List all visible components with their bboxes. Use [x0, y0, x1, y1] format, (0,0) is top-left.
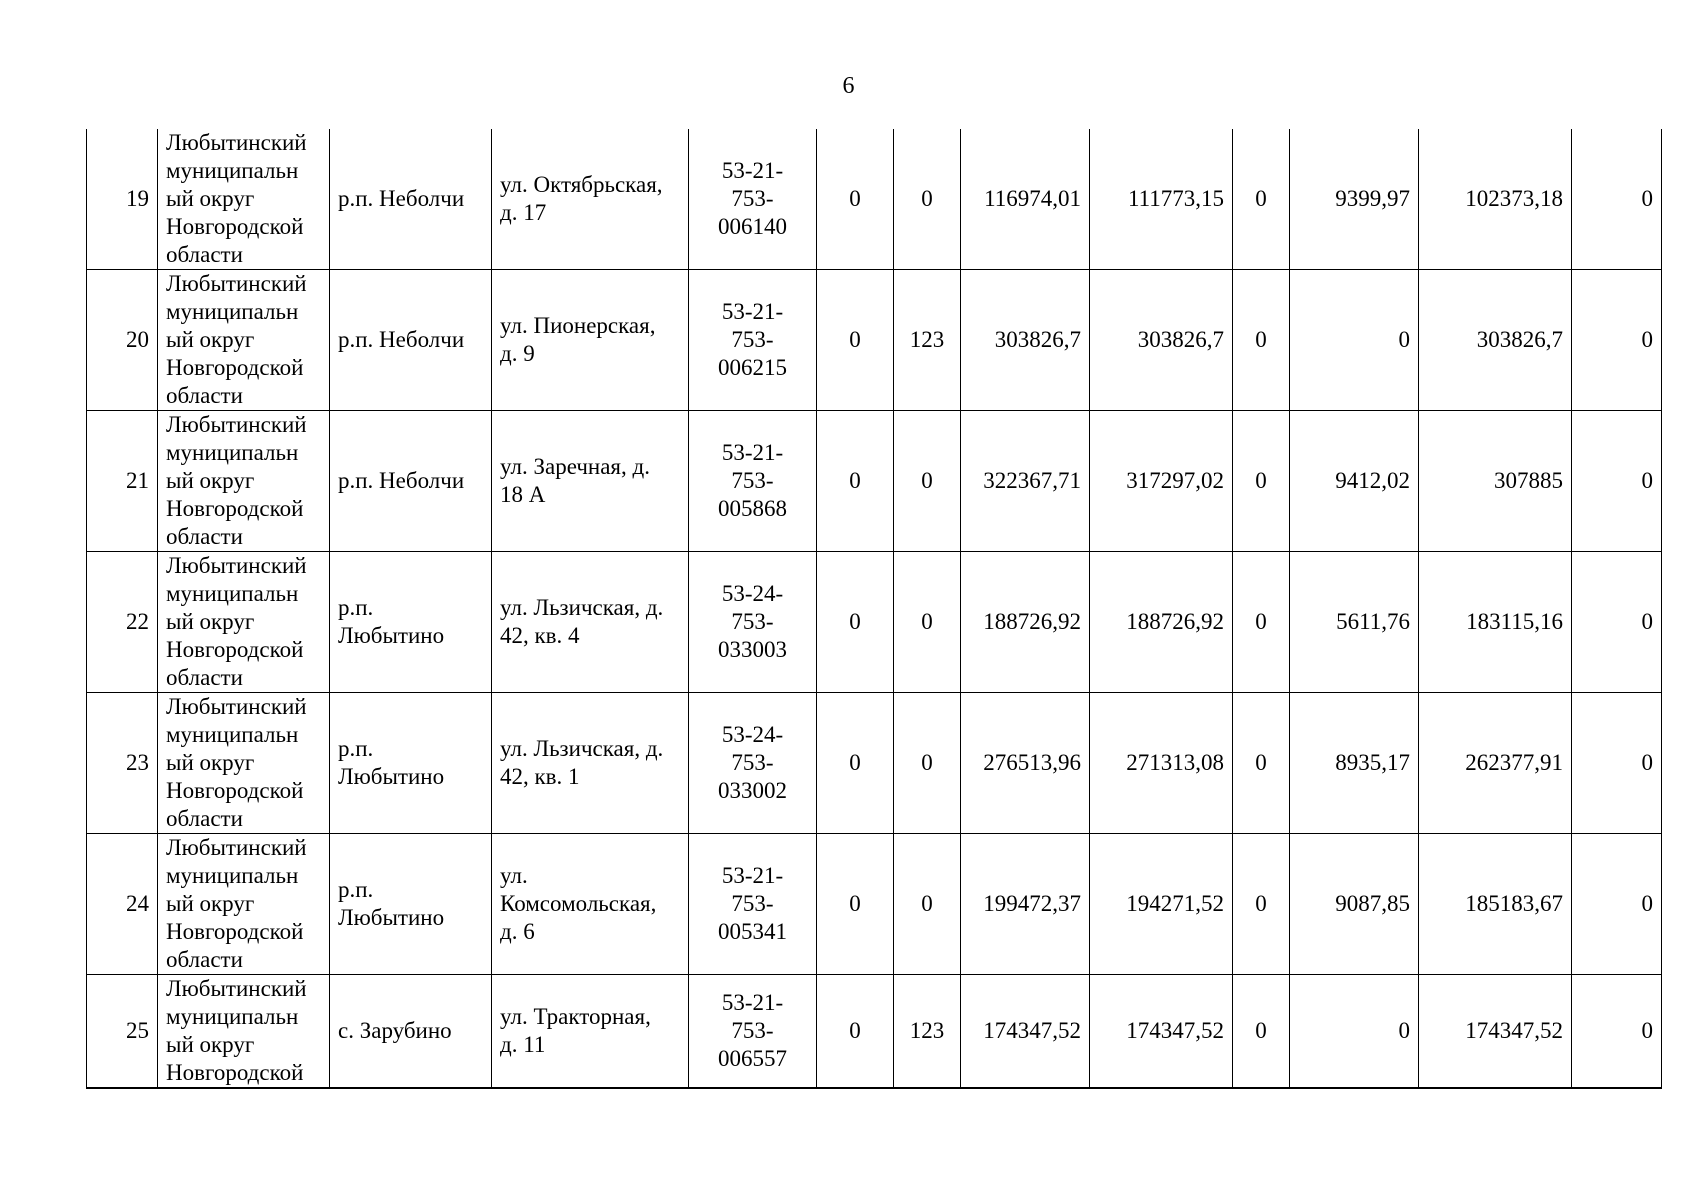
cell-line: 753- — [731, 609, 774, 634]
cell-line: 006215 — [718, 355, 787, 380]
cell-line: Любытинский — [166, 553, 307, 578]
value-col-1-cell: 0 — [817, 975, 894, 1089]
value-col-7-cell: 262377,91 — [1419, 693, 1572, 834]
cell-line: 18 А — [500, 482, 546, 507]
cell-line: ул. Льзичская, д. — [500, 595, 664, 620]
locality-cell — [330, 411, 492, 552]
cell-line: муниципальн — [166, 299, 299, 324]
table-row — [87, 834, 1662, 975]
cell-line: Любытинский — [166, 130, 307, 155]
cell-line: области — [166, 665, 243, 690]
cell-line: 53-21- — [721, 990, 784, 1015]
table-row — [87, 411, 1662, 552]
cell-line: д. 9 — [500, 341, 535, 366]
municipality-cell — [158, 834, 330, 975]
cell-line: Любытино — [338, 623, 445, 648]
value-col-3-cell: 188726,92 — [961, 552, 1090, 693]
row-index-cell: 19 — [87, 129, 158, 270]
cell-line: р.п. — [338, 595, 374, 620]
cell-line: муниципальн — [166, 722, 299, 747]
cell-line: ул. Льзичская, д. — [500, 736, 664, 761]
table-row — [87, 693, 1662, 834]
cell-line: ул. Октябрьская, — [500, 172, 663, 197]
value-col-7-cell: 303826,7 — [1419, 270, 1572, 411]
cell-line: с. Зарубино — [338, 1018, 452, 1043]
object-code-cell — [689, 129, 817, 270]
locality-cell — [330, 129, 492, 270]
value-col-7-cell: 183115,16 — [1419, 552, 1572, 693]
locality-cell — [330, 693, 492, 834]
value-col-2-cell: 0 — [894, 129, 961, 270]
cell-line: ый округ — [166, 609, 255, 634]
value-col-8-cell: 0 — [1572, 975, 1662, 1089]
address-cell — [492, 129, 689, 270]
cell-line: 753- — [731, 186, 774, 211]
object-code-cell — [689, 693, 817, 834]
address-cell — [492, 270, 689, 411]
object-code-cell — [689, 411, 817, 552]
cell-line: ый округ — [166, 468, 255, 493]
value-col-5-cell: 0 — [1233, 975, 1290, 1089]
value-col-3-cell: 276513,96 — [961, 693, 1090, 834]
address-cell — [492, 693, 689, 834]
value-col-7-cell: 307885 — [1419, 411, 1572, 552]
cell-line: Любытино — [338, 905, 445, 930]
cell-line: 53-21- — [721, 440, 784, 465]
municipality-cell — [158, 411, 330, 552]
value-col-6-cell: 0 — [1290, 975, 1419, 1089]
cell-line: 033003 — [718, 637, 787, 662]
cell-line: Новгородской — [166, 355, 304, 380]
value-col-6-cell: 9399,97 — [1290, 129, 1419, 270]
cell-line: Любытинский — [166, 976, 307, 1001]
value-col-6-cell: 9412,02 — [1290, 411, 1419, 552]
cell-line: ый округ — [166, 1032, 255, 1057]
value-col-5-cell: 0 — [1233, 270, 1290, 411]
municipality-cell — [158, 552, 330, 693]
cell-line: Любытино — [338, 764, 445, 789]
address-cell — [492, 975, 689, 1089]
cell-line: Новгородской — [166, 496, 304, 521]
value-col-1-cell: 0 — [817, 693, 894, 834]
municipality-cell — [158, 129, 330, 270]
cell-line: области — [166, 383, 243, 408]
cell-line: 53-24- — [721, 581, 784, 606]
page-number: 6 — [842, 73, 855, 99]
cell-line: 42, кв. 4 — [500, 623, 580, 648]
value-col-7-cell: 185183,67 — [1419, 834, 1572, 975]
value-col-2-cell: 123 — [894, 270, 961, 411]
locality-cell — [330, 270, 492, 411]
cell-line: Новгородской — [166, 919, 304, 944]
cell-line: Новгородской — [166, 1060, 304, 1085]
cell-line: р.п. — [338, 736, 374, 761]
cell-line: муниципальн — [166, 863, 299, 888]
municipality-cell — [158, 693, 330, 834]
table-row — [87, 975, 1662, 1089]
cell-line: Комсомольская, — [500, 891, 657, 916]
object-code-cell — [689, 975, 817, 1089]
value-col-1-cell: 0 — [817, 270, 894, 411]
cell-line: ый округ — [166, 186, 255, 211]
cell-line: 006140 — [718, 214, 787, 239]
object-code-cell — [689, 552, 817, 693]
value-col-4-cell: 188726,92 — [1090, 552, 1233, 693]
value-col-4-cell: 303826,7 — [1090, 270, 1233, 411]
value-col-4-cell: 174347,52 — [1090, 975, 1233, 1089]
value-col-8-cell: 0 — [1572, 552, 1662, 693]
value-col-4-cell: 111773,15 — [1090, 129, 1233, 270]
value-col-1-cell: 0 — [817, 129, 894, 270]
value-col-3-cell: 303826,7 — [961, 270, 1090, 411]
value-col-4-cell: 194271,52 — [1090, 834, 1233, 975]
row-index-cell: 21 — [87, 411, 158, 552]
value-col-8-cell: 0 — [1572, 129, 1662, 270]
cell-line: Любытинский — [166, 412, 307, 437]
cell-line: 53-21- — [721, 299, 784, 324]
value-col-1-cell: 0 — [817, 834, 894, 975]
value-col-4-cell: 271313,08 — [1090, 693, 1233, 834]
value-col-8-cell: 0 — [1572, 693, 1662, 834]
row-index-cell: 20 — [87, 270, 158, 411]
cell-line: 753- — [731, 1018, 774, 1043]
cell-line: 53-21- — [721, 158, 784, 183]
value-col-7-cell: 174347,52 — [1419, 975, 1572, 1089]
value-col-3-cell: 174347,52 — [961, 975, 1090, 1089]
cell-line: 53-24- — [721, 722, 784, 747]
value-col-2-cell: 0 — [894, 834, 961, 975]
value-col-3-cell: 322367,71 — [961, 411, 1090, 552]
cell-line: области — [166, 806, 243, 831]
cell-line: 753- — [731, 891, 774, 916]
row-index-cell: 25 — [87, 975, 158, 1089]
cell-line: р.п. — [338, 877, 374, 902]
value-col-8-cell: 0 — [1572, 270, 1662, 411]
value-col-3-cell: 199472,37 — [961, 834, 1090, 975]
municipality-cell — [158, 270, 330, 411]
cell-line: области — [166, 524, 243, 549]
value-col-5-cell: 0 — [1233, 411, 1290, 552]
locality-cell — [330, 834, 492, 975]
value-col-6-cell: 8935,17 — [1290, 693, 1419, 834]
locality-cell — [330, 975, 492, 1089]
cell-line: р.п. Неболчи — [338, 186, 465, 211]
address-cell — [492, 834, 689, 975]
value-col-8-cell: 0 — [1572, 834, 1662, 975]
value-col-5-cell: 0 — [1233, 129, 1290, 270]
cell-line: области — [166, 947, 243, 972]
cell-line: 006557 — [718, 1046, 787, 1071]
locality-cell — [330, 552, 492, 693]
cell-line: 753- — [731, 327, 774, 352]
cell-line: области — [166, 242, 243, 267]
cell-line: 753- — [731, 750, 774, 775]
address-cell — [492, 411, 689, 552]
table-row — [87, 552, 1662, 693]
value-col-8-cell: 0 — [1572, 411, 1662, 552]
cell-line: муниципальн — [166, 1004, 299, 1029]
cell-line: ул. Пионерская, — [500, 313, 656, 338]
value-col-5-cell: 0 — [1233, 552, 1290, 693]
cell-line: 005868 — [718, 496, 787, 521]
address-cell — [492, 552, 689, 693]
cell-line: д. 17 — [500, 200, 547, 225]
municipality-cell — [158, 975, 330, 1089]
cell-line: Любытинский — [166, 694, 307, 719]
value-col-7-cell: 102373,18 — [1419, 129, 1572, 270]
cell-line: р.п. Неболчи — [338, 468, 465, 493]
cell-line: ул. Заречная, д. — [500, 454, 650, 479]
value-col-6-cell: 5611,76 — [1290, 552, 1419, 693]
row-index-cell: 24 — [87, 834, 158, 975]
cell-line: д. 6 — [500, 919, 535, 944]
data-table — [86, 129, 1662, 1089]
cell-line: 42, кв. 1 — [500, 764, 580, 789]
value-col-2-cell: 0 — [894, 552, 961, 693]
value-col-4-cell: 317297,02 — [1090, 411, 1233, 552]
cell-line: ул. — [500, 863, 528, 888]
cell-line: 53-21- — [721, 863, 784, 888]
value-col-3-cell: 116974,01 — [961, 129, 1090, 270]
value-col-6-cell: 9087,85 — [1290, 834, 1419, 975]
cell-line: 005341 — [718, 919, 787, 944]
cell-line: муниципальн — [166, 158, 299, 183]
cell-line: Новгородской — [166, 778, 304, 803]
cell-line: д. 11 — [500, 1032, 546, 1057]
cell-line: р.п. Неболчи — [338, 327, 465, 352]
value-col-6-cell: 0 — [1290, 270, 1419, 411]
cell-line: Любытинский — [166, 835, 307, 860]
table-row — [87, 270, 1662, 411]
value-col-2-cell: 0 — [894, 693, 961, 834]
object-code-cell — [689, 834, 817, 975]
cell-line: Новгородской — [166, 637, 304, 662]
cell-line: муниципальн — [166, 581, 299, 606]
cell-line: ый округ — [166, 750, 255, 775]
value-col-2-cell: 123 — [894, 975, 961, 1089]
cell-line: 033002 — [718, 778, 787, 803]
value-col-1-cell: 0 — [817, 411, 894, 552]
cell-line: ый округ — [166, 891, 255, 916]
cell-line: ый округ — [166, 327, 255, 352]
cell-line: муниципальн — [166, 440, 299, 465]
row-index-cell: 23 — [87, 693, 158, 834]
object-code-cell — [689, 270, 817, 411]
cell-line: 753- — [731, 468, 774, 493]
value-col-1-cell: 0 — [817, 552, 894, 693]
table-row — [87, 129, 1662, 270]
value-col-5-cell: 0 — [1233, 834, 1290, 975]
cell-line: Новгородской — [166, 214, 304, 239]
value-col-5-cell: 0 — [1233, 693, 1290, 834]
cell-line: Любытинский — [166, 271, 307, 296]
row-index-cell: 22 — [87, 552, 158, 693]
value-col-2-cell: 0 — [894, 411, 961, 552]
table-body — [87, 129, 1662, 1088]
cell-line: ул. Тракторная, — [500, 1004, 651, 1029]
